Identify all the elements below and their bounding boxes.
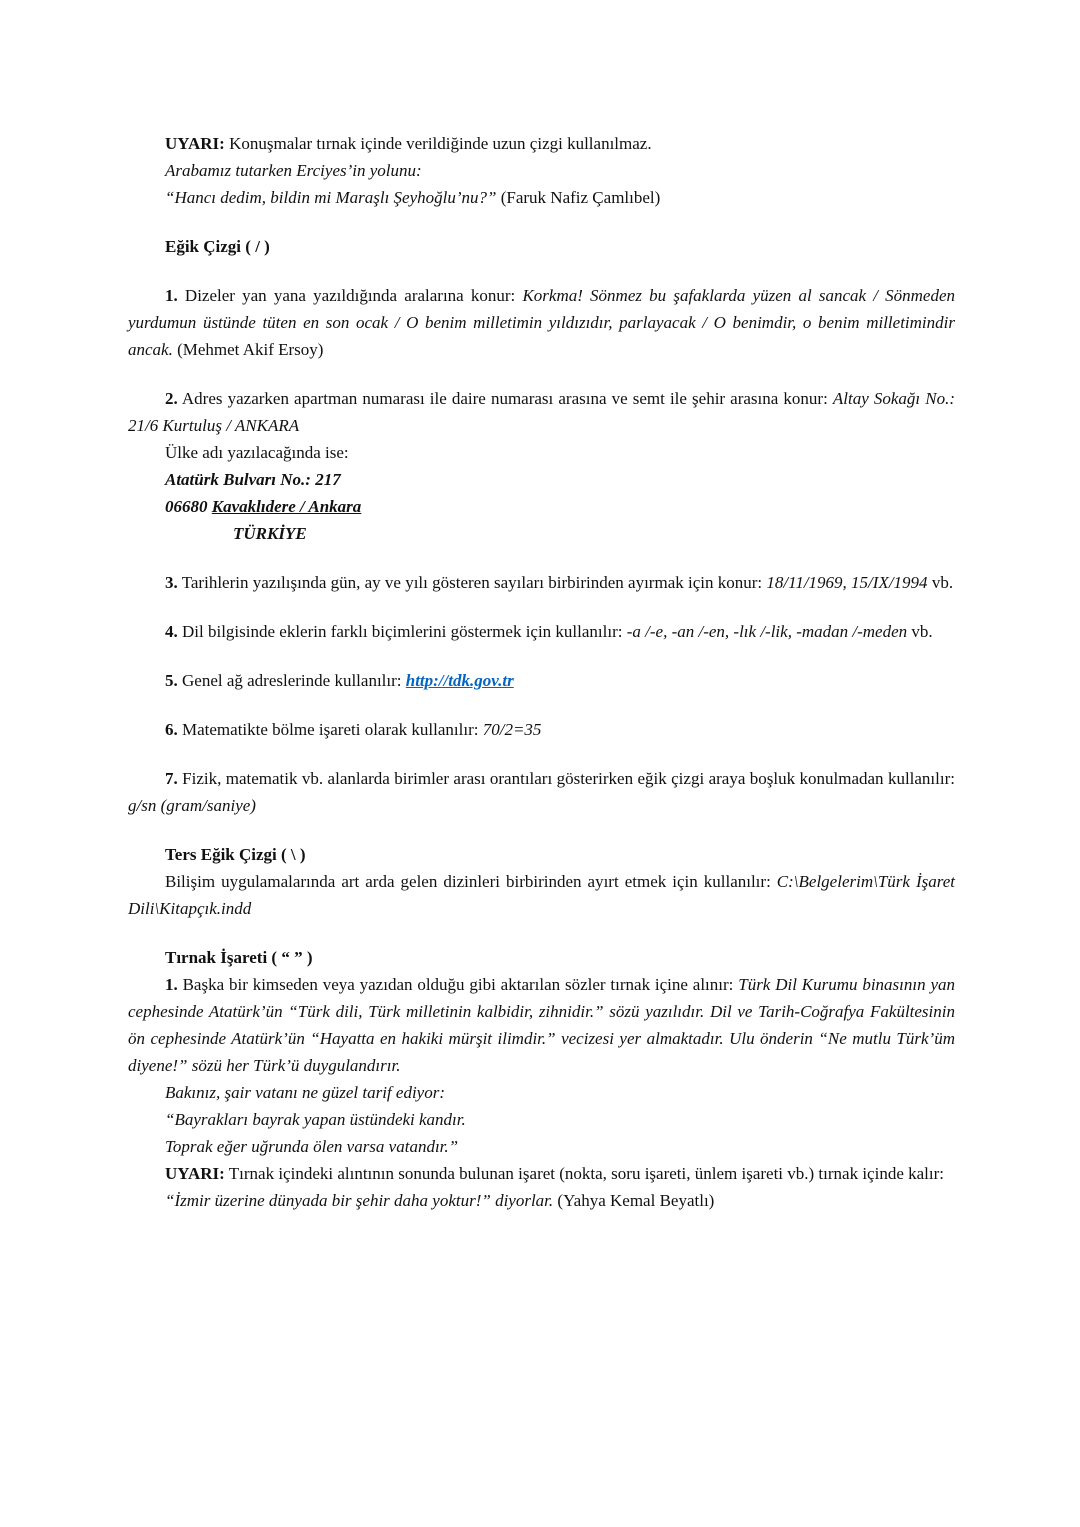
uyari-note-2 <box>128 1160 955 1187</box>
text-run: (Mehmet Akif Ersoy) <box>172 340 324 359</box>
tirnak-item-1 <box>128 971 955 1079</box>
tdk-url-link[interactable]: http://tdk.gov.tr <box>405 671 514 690</box>
text-run: (Faruk Nafiz Çamlıbel) <box>496 188 661 207</box>
text-run: Genel ağ adreslerinde kullanılır: <box>177 671 406 690</box>
item-4 <box>128 618 955 645</box>
address-intro <box>128 439 955 466</box>
text-run: Başka bir kimseden veya yazıdan olduğu gibi aktarılan sözler tırnak içine alınır: <box>177 975 739 994</box>
text-run: vb. <box>907 622 933 641</box>
text-run: Dil bilgisinde eklerin farklı biçimlerini göstermek için kullanılır: <box>177 622 627 641</box>
text-run: Toprak eğer uğrunda ölen varsa vatandır.” <box>165 1137 459 1156</box>
text-run: 2. <box>165 389 178 408</box>
text-run: Kavaklıdere / Ankara <box>211 497 362 516</box>
item-1 <box>128 282 955 363</box>
text-run: 5. <box>165 671 178 690</box>
address-line <box>128 493 955 520</box>
text-run: Atatürk Bulvarı No.: 217 <box>165 470 341 489</box>
text-run: Dizeler yan yana yazıldığında aralarına konur: <box>177 286 523 305</box>
text-run: Bilişim uygulamalarında art arda gelen dizinleri birbirinden ayırt etmek için kullanılır: <box>165 872 777 891</box>
item-3 <box>128 569 955 596</box>
item-5 <box>128 667 955 694</box>
address-line <box>128 466 955 493</box>
poem-line <box>128 1106 955 1133</box>
text-run: 18/11/1969, 15/IX/1994 <box>766 573 928 592</box>
text-run: Arabamız tutarken Erciyes’in yolunu: <box>165 161 422 180</box>
text-run: “Hancı dedim, bildin mi Maraşlı Şeyhoğlu’nu?” <box>165 188 497 207</box>
text-run: Matematikte bölme işareti olarak kullanılır: <box>177 720 483 739</box>
text-run: TÜRKİYE <box>233 524 307 543</box>
text-run: 70/2=35 <box>482 720 542 739</box>
text-run: (Yahya Kemal Beyatlı) <box>553 1191 715 1210</box>
item-6 <box>128 716 955 743</box>
example-line <box>128 184 955 211</box>
text-run: UYARI: <box>165 1164 225 1183</box>
poem-intro <box>128 1079 955 1106</box>
text-run: Fizik, matematik vb. alanlarda birimler arası orantıları gösterirken eğik çizgi araya boşluk konulmadan kullanılır: <box>177 769 955 788</box>
text-run: 1. <box>165 975 178 994</box>
text-run: Eğik Çizgi ( / ) <box>165 237 270 256</box>
address-line-country <box>128 520 955 547</box>
section-heading-egik-cizgi <box>128 233 955 260</box>
item-7 <box>128 765 955 819</box>
example-line <box>128 157 955 184</box>
text-run: Korkma! Sönmez bu şafaklarda yüzen al sancak / Sönmeden yurdumun üstünde tüten en son ocak / O benim milletimin yıldızıdır, parlayacak / O benimdir, o benim milletimindir ancak. <box>128 286 955 359</box>
text-run: 7. <box>165 769 178 788</box>
text-run: C:\Belgelerim\Türk İşaret Dili\Kitapçık.indd <box>128 872 955 918</box>
text-run: 06680 <box>165 497 212 516</box>
text-run: Adres yazarken apartman numarası ile daire numarası arasına ve semt ile şehir arasına konur: <box>177 389 833 408</box>
section-heading-ters-egik-cizgi <box>128 841 955 868</box>
text-run: -a /-e, -an /-en, -lık /-lik, -madan /-meden <box>626 622 908 641</box>
text-run: vb. <box>927 573 954 592</box>
text-run: 6. <box>165 720 178 739</box>
item-2 <box>128 385 955 439</box>
text-run: Tırnak İşareti ( “ ” ) <box>165 948 313 967</box>
text-run: Türk Dil Kurumu binasının yan cephesinde Atatürk’ün “Türk dili, Türk milletinin kalbidir, zihnidir.” sözü yazılıdır. Dil ve Tarih-Coğrafya Fakültesinin ön cephesinde Atatürk’ün “Hayatta en hakiki mürşit ilimdir.” vecizesi yer almaktadır. Ulu önderin “Ne mutlu Türk’üm diyene!” sözü her Türk’ü duygulandırır. <box>128 975 955 1075</box>
section-heading-tirnak-isareti <box>128 944 955 971</box>
document-content <box>128 130 955 1214</box>
text-run: Altay Sokağı No.: 21/6 Kurtuluş / ANKARA <box>128 389 955 435</box>
text-run: Tarihlerin yazılışında gün, ay ve yılı gösteren sayıları birbirinden ayırmak için konur: <box>177 573 767 592</box>
text-run: 1. <box>165 286 178 305</box>
text-run: Bakınız, şair vatanı ne güzel tarif ediyor: <box>165 1083 445 1102</box>
text-run: Ters Eğik Çizgi ( \ ) <box>165 845 306 864</box>
uyari-note-1 <box>128 130 955 157</box>
text-run: g/sn (gram/saniye) <box>128 796 256 815</box>
text-run: 4. <box>165 622 178 641</box>
text-run: Konuşmalar tırnak içinde verildiğinde uzun çizgi kullanılmaz. <box>224 134 652 153</box>
text-run: 3. <box>165 573 178 592</box>
ters-egik-paragraph <box>128 868 955 922</box>
text-run: Ülke adı yazılacağında ise: <box>165 443 349 462</box>
text-run: “İzmir üzerine dünyada bir şehir daha yoktur!” diyorlar. <box>165 1191 554 1210</box>
text-run: Tırnak içindeki alıntının sonunda bulunan işaret (nokta, soru işareti, ünlem işareti vb.) tırnak içinde kalır: <box>224 1164 944 1183</box>
text-run: “Bayrakları bayrak yapan üstündeki kandır. <box>165 1110 466 1129</box>
example-line <box>128 1187 955 1214</box>
poem-line <box>128 1133 955 1160</box>
text-run: UYARI: <box>165 134 225 153</box>
